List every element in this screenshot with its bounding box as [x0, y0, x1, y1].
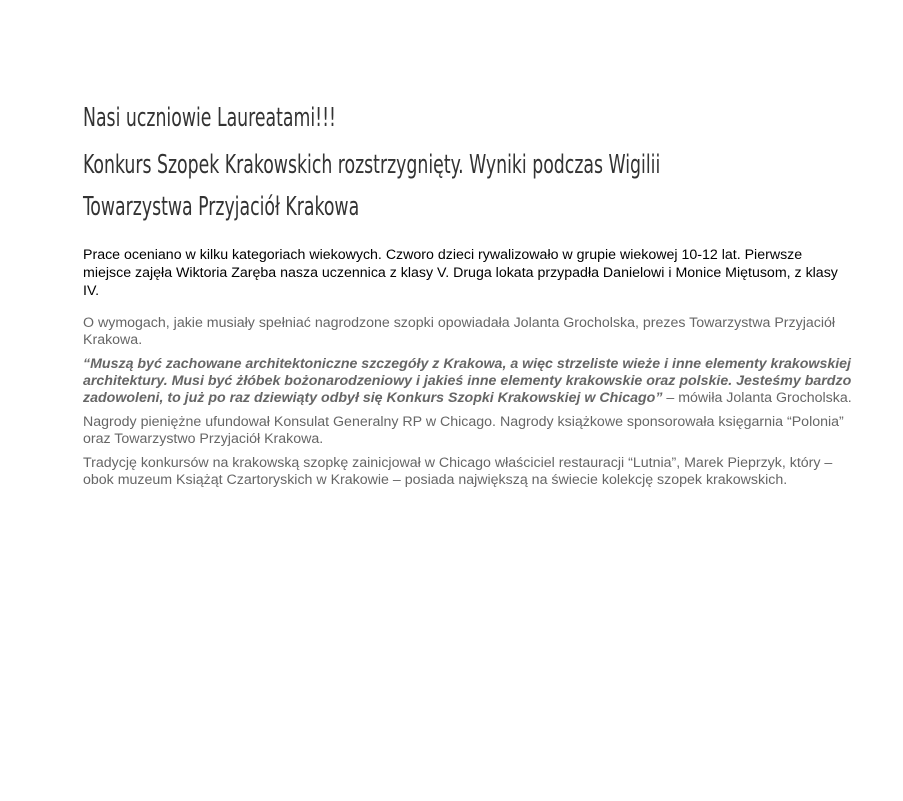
paragraph-tradition: Tradycję konkursów na krakowską szopkę zainicjował w Chicago właściciel restauracji “Lutnia”, Marek Pieprzyk, który – obok muzeum Książąt Czartoryskich w Krakowie – posiada największą na świecie kolekcję szopek krakowskich.	[83, 455, 833, 488]
article-subtitle-line2: Towarzystwa Przyjaciół Krakowa	[83, 192, 360, 222]
quote-text: “Muszą być zachowane architektoniczne szczegóły z Krakowa, a więc strzeliste wieże i inne elementy krakowskiej architektury. Musi być żłóbek bożonarodzeniowy i jakieś inne elementy krakowskie oraz polskie. Jesteśmy bardzo zadowoleni, to już po raz dziewiąty odbył się Konkurs Szopki Krakowskiej w Chicago”	[83, 356, 852, 406]
article-subtitle-line1: Konkurs Szopek Krakowskich rozstrzygnięty. Wyniki podczas Wigilii	[83, 150, 661, 180]
article	[83, 100, 853, 496]
quote-attribution: – mówiła Jolanta Grocholska.	[662, 390, 852, 406]
article-title: Nasi uczniowie Laureatami!!!	[83, 103, 336, 133]
quote-paragraph	[83, 356, 853, 407]
paragraph-requirements: O wymogach, jakie musiały spełniać nagrodzone szopki opowiadała Jolanta Grocholska, prezes Towarzystwa Przyjaciół Krakowa.	[83, 315, 836, 348]
paragraph-prizes: Nagrody pieniężne ufundował Konsulat Generalny RP w Chicago. Nagrody książkowe sponsorowała księgarnia “Polonia” oraz Towarzystwo Przyjaciół Krakowa.	[83, 414, 844, 447]
lead-paragraph: Prace oceniano w kilku kategoriach wiekowych. Czworo dzieci rywalizowało w grupie wiekowej 10-12 lat. Pierwsze miejsce zajęła Wiktoria Zaręba nasza uczennica z klasy V. Druga lokata przypadła Danielowi i Monice Miętusom, z klasy IV.	[83, 247, 838, 299]
title-block	[83, 100, 853, 136]
subtitle-block	[83, 144, 853, 228]
